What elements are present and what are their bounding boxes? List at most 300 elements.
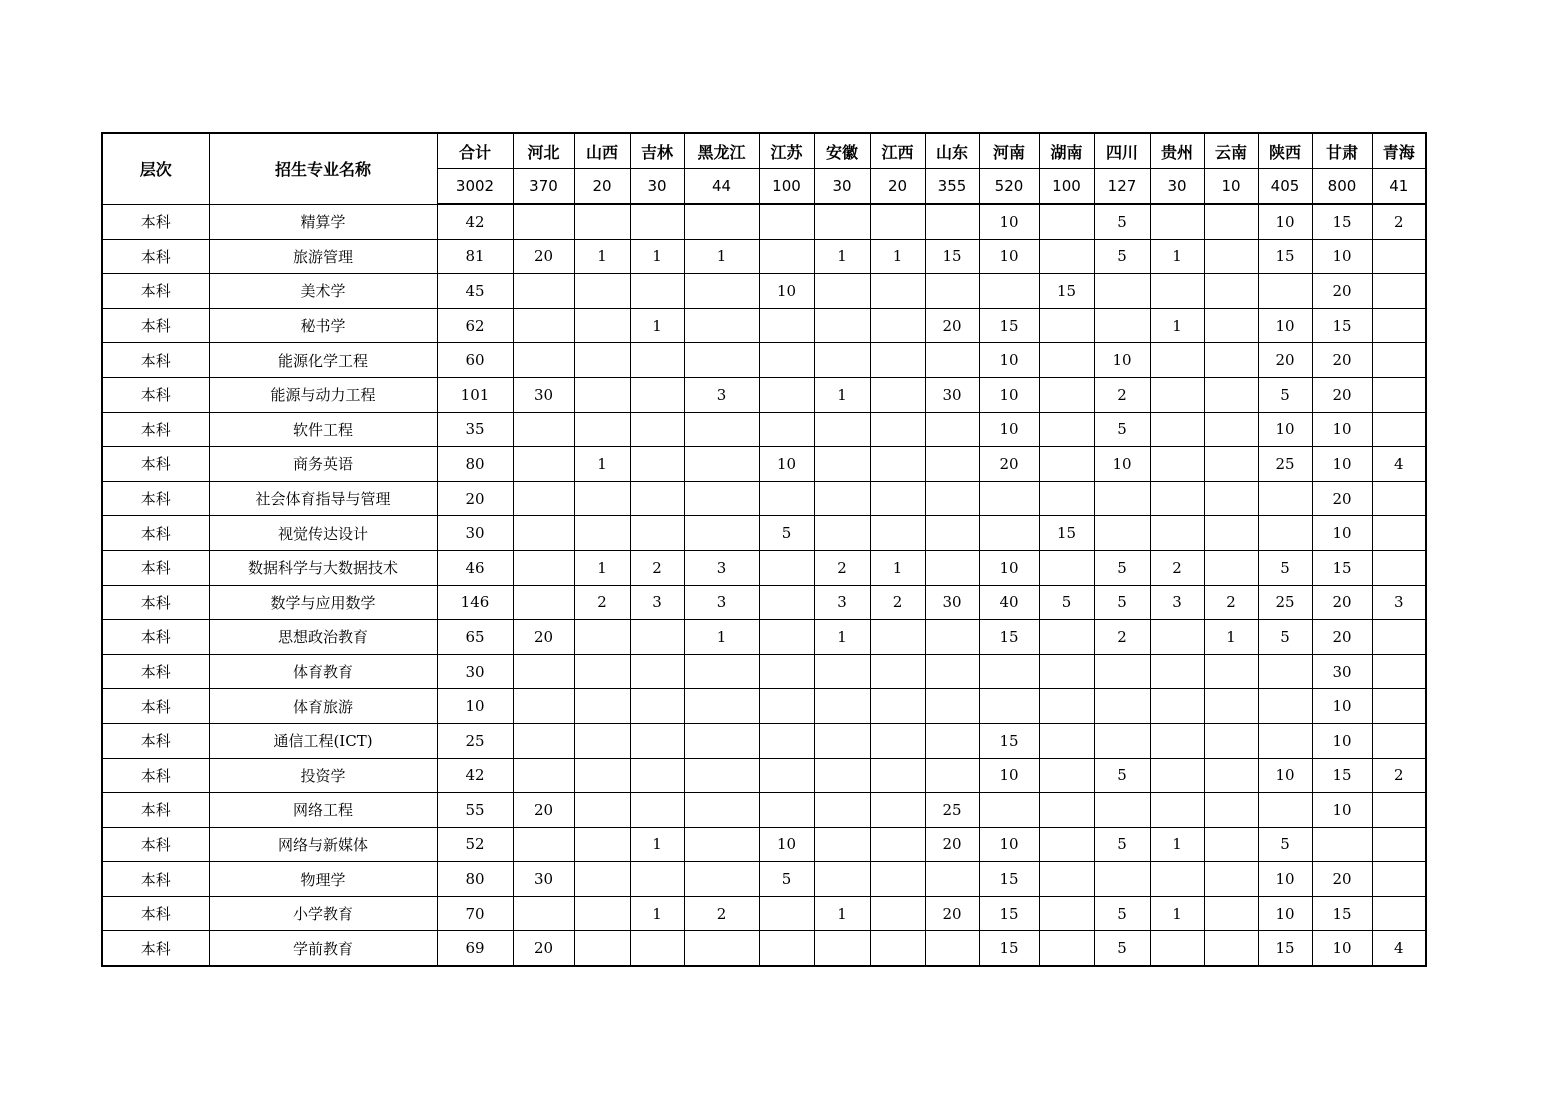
quota-cell [1039,793,1094,828]
quota-cell [1204,308,1258,343]
quota-cell [574,689,630,724]
quota-cell: 10 [1312,723,1372,758]
quota-cell: 15 [1312,204,1372,239]
quota-cell: 15 [1312,758,1372,793]
quota-cell: 10 [759,827,814,862]
quota-cell [1039,723,1094,758]
quota-cell [684,447,759,482]
quota-cell: 10 [759,447,814,482]
quota-cell: 15 [1312,896,1372,931]
quota-cell: 1 [630,308,684,343]
quota-cell [1372,550,1426,585]
quota-cell [925,204,979,239]
row-total-cell: 10 [437,689,513,724]
column-total: 20 [870,169,925,205]
quota-cell [574,654,630,689]
quota-cell: 1 [1204,620,1258,655]
quota-cell [630,481,684,516]
major-cell: 小学教育 [209,896,437,931]
major-cell: 物理学 [209,862,437,897]
quota-cell [630,931,684,966]
quota-cell [1204,793,1258,828]
quota-cell [925,931,979,966]
quota-cell [1372,862,1426,897]
quota-cell [1204,516,1258,551]
quota-cell [1039,862,1094,897]
quota-cell [759,723,814,758]
quota-cell [1039,620,1094,655]
quota-cell [870,654,925,689]
table-row [102,585,1426,620]
level-cell: 本科 [102,689,209,724]
column-header: 吉林 [630,133,684,169]
quota-cell [1204,896,1258,931]
quota-cell: 10 [979,550,1039,585]
quota-cell: 20 [1258,343,1312,378]
quota-cell: 3 [814,585,870,620]
level-cell: 本科 [102,343,209,378]
quota-cell [574,723,630,758]
quota-cell [513,343,574,378]
quota-cell: 4 [1372,931,1426,966]
quota-cell: 1 [814,896,870,931]
quota-cell [1094,308,1150,343]
row-total-cell: 42 [437,758,513,793]
quota-cell [870,931,925,966]
table-row [102,827,1426,862]
table-row [102,481,1426,516]
quota-cell: 25 [1258,585,1312,620]
quota-cell: 5 [1258,620,1312,655]
level-cell: 本科 [102,827,209,862]
row-total-cell: 70 [437,896,513,931]
quota-cell [684,204,759,239]
level-cell: 本科 [102,550,209,585]
quota-cell [574,204,630,239]
quota-cell [1150,862,1204,897]
quota-cell [630,723,684,758]
quota-cell [513,308,574,343]
major-cell: 通信工程(ICT) [209,723,437,758]
level-cell: 本科 [102,896,209,931]
quota-cell [925,862,979,897]
row-total-cell: 146 [437,585,513,620]
quota-cell: 20 [925,896,979,931]
quota-cell: 2 [870,585,925,620]
quota-cell: 1 [1150,827,1204,862]
quota-cell: 2 [1204,585,1258,620]
quota-cell [870,862,925,897]
quota-cell [870,896,925,931]
level-cell: 本科 [102,377,209,412]
quota-cell: 1 [574,239,630,274]
quota-cell [1039,377,1094,412]
major-cell: 社会体育指导与管理 [209,481,437,516]
quota-cell: 10 [1312,239,1372,274]
quota-cell [1372,896,1426,931]
row-total-cell: 46 [437,550,513,585]
quota-cell: 2 [1372,204,1426,239]
column-total: 800 [1312,169,1372,205]
quota-cell [979,274,1039,309]
row-total-cell: 55 [437,793,513,828]
column-header: 山东 [925,133,979,169]
quota-cell [1372,481,1426,516]
quota-cell [1150,481,1204,516]
quota-cell: 2 [684,896,759,931]
table-row [102,377,1426,412]
quota-cell [759,585,814,620]
quota-cell [759,620,814,655]
level-cell: 本科 [102,931,209,966]
quota-cell [1258,793,1312,828]
quota-cell [684,343,759,378]
quota-cell: 2 [1094,377,1150,412]
quota-cell [1150,343,1204,378]
major-cell: 精算学 [209,204,437,239]
quota-cell: 3 [1150,585,1204,620]
table-row [102,516,1426,551]
quota-cell [684,274,759,309]
quota-cell [630,412,684,447]
table-row [102,412,1426,447]
quota-cell [979,689,1039,724]
quota-cell [870,481,925,516]
quota-cell [1258,689,1312,724]
major-header: 招生专业名称 [209,133,437,204]
quota-cell: 3 [630,585,684,620]
quota-cell: 1 [1150,239,1204,274]
column-header: 江苏 [759,133,814,169]
row-total-cell: 30 [437,654,513,689]
quota-cell [925,481,979,516]
quota-cell [1039,412,1094,447]
quota-cell: 10 [1258,308,1312,343]
quota-cell: 5 [1094,758,1150,793]
quota-cell [1204,931,1258,966]
column-header: 黑龙江 [684,133,759,169]
column-total: 127 [1094,169,1150,205]
column-total: 405 [1258,169,1312,205]
major-cell: 能源与动力工程 [209,377,437,412]
quota-cell [684,723,759,758]
quota-cell: 5 [759,516,814,551]
quota-cell [684,862,759,897]
quota-cell [814,481,870,516]
quota-cell: 1 [870,550,925,585]
quota-cell: 20 [1312,274,1372,309]
quota-cell: 15 [1039,274,1094,309]
quota-cell [1372,274,1426,309]
quota-cell: 10 [1312,412,1372,447]
quota-cell [759,896,814,931]
quota-cell [1372,239,1426,274]
quota-cell: 5 [1258,377,1312,412]
quota-cell [870,274,925,309]
quota-cell [1150,931,1204,966]
quota-cell [870,412,925,447]
table-row [102,343,1426,378]
quota-cell: 10 [1094,343,1150,378]
quota-cell [630,689,684,724]
quota-cell: 5 [1094,931,1150,966]
quota-cell: 2 [1372,758,1426,793]
quota-cell [1039,758,1094,793]
row-total-cell: 62 [437,308,513,343]
quota-cell [870,723,925,758]
quota-cell [684,931,759,966]
quota-cell [513,689,574,724]
column-header: 江西 [870,133,925,169]
quota-cell: 20 [513,793,574,828]
column-header: 四川 [1094,133,1150,169]
quota-cell: 15 [979,620,1039,655]
row-total-cell: 45 [437,274,513,309]
quota-cell [925,723,979,758]
column-total: 370 [513,169,574,205]
quota-cell: 20 [1312,620,1372,655]
major-cell: 学前教育 [209,931,437,966]
quota-cell [1258,654,1312,689]
quota-cell: 3 [1372,585,1426,620]
table-row [102,931,1426,966]
table-row [102,862,1426,897]
column-header: 河北 [513,133,574,169]
quota-cell [1204,723,1258,758]
quota-cell [814,758,870,793]
major-cell: 视觉传达设计 [209,516,437,551]
quota-cell: 20 [513,239,574,274]
table-row [102,447,1426,482]
quota-cell [1204,481,1258,516]
quota-cell: 5 [1094,204,1150,239]
quota-cell [1258,481,1312,516]
quota-cell [925,274,979,309]
quota-cell [1150,620,1204,655]
level-cell: 本科 [102,723,209,758]
quota-cell [574,274,630,309]
quota-cell: 1 [870,239,925,274]
quota-cell: 15 [979,723,1039,758]
quota-cell [513,412,574,447]
column-total: 30 [814,169,870,205]
level-cell: 本科 [102,308,209,343]
quota-cell [814,274,870,309]
column-header: 安徽 [814,133,870,169]
quota-cell [1039,896,1094,931]
column-header: 陕西 [1258,133,1312,169]
quota-cell [1372,377,1426,412]
quota-cell [574,481,630,516]
major-cell: 投资学 [209,758,437,793]
level-cell: 本科 [102,793,209,828]
quota-cell [1372,723,1426,758]
quota-cell [814,689,870,724]
level-cell: 本科 [102,412,209,447]
quota-cell [759,758,814,793]
row-total-cell: 80 [437,862,513,897]
table-row [102,308,1426,343]
quota-cell [1150,723,1204,758]
quota-cell: 1 [814,620,870,655]
quota-cell: 15 [1258,931,1312,966]
quota-cell [513,204,574,239]
row-total-cell: 25 [437,723,513,758]
quota-cell [1204,204,1258,239]
table-row [102,654,1426,689]
quota-cell [759,931,814,966]
quota-cell [1150,204,1204,239]
quota-cell [574,412,630,447]
quota-cell: 10 [979,758,1039,793]
quota-cell: 10 [1258,204,1312,239]
major-cell: 软件工程 [209,412,437,447]
quota-cell: 10 [979,377,1039,412]
level-cell: 本科 [102,204,209,239]
quota-cell: 10 [1258,412,1312,447]
quota-cell [979,654,1039,689]
quota-cell [513,585,574,620]
quota-cell [1204,412,1258,447]
quota-cell [630,620,684,655]
quota-cell: 30 [513,862,574,897]
quota-cell [684,412,759,447]
quota-cell: 3 [684,550,759,585]
quota-cell [1204,447,1258,482]
level-cell: 本科 [102,447,209,482]
quota-cell: 20 [1312,481,1372,516]
column-total: 3002 [437,169,513,205]
quota-cell [870,343,925,378]
quota-cell: 2 [574,585,630,620]
quota-cell [759,793,814,828]
quota-cell: 5 [1258,827,1312,862]
quota-cell: 1 [1150,896,1204,931]
quota-cell [513,758,574,793]
quota-cell [630,343,684,378]
quota-cell [925,654,979,689]
quota-cell [870,827,925,862]
quota-cell [925,516,979,551]
quota-cell: 1 [574,550,630,585]
quota-cell [574,827,630,862]
quota-cell [1204,689,1258,724]
quota-cell: 10 [979,343,1039,378]
quota-cell [1204,274,1258,309]
row-total-cell: 81 [437,239,513,274]
major-cell: 体育教育 [209,654,437,689]
quota-cell [1094,274,1150,309]
column-total: 30 [630,169,684,205]
quota-cell [684,481,759,516]
column-header: 山西 [574,133,630,169]
quota-cell [1372,308,1426,343]
level-cell: 本科 [102,481,209,516]
quota-cell [1094,481,1150,516]
quota-cell [630,758,684,793]
quota-cell [814,654,870,689]
quota-cell: 20 [1312,343,1372,378]
level-cell: 本科 [102,654,209,689]
quota-cell [1150,654,1204,689]
quota-cell [684,758,759,793]
quota-cell [1039,447,1094,482]
column-total: 100 [759,169,814,205]
column-header: 湖南 [1039,133,1094,169]
quota-cell [684,308,759,343]
quota-cell: 10 [979,412,1039,447]
quota-cell: 10 [759,274,814,309]
quota-cell: 15 [979,931,1039,966]
quota-cell: 15 [1312,550,1372,585]
quota-cell [630,377,684,412]
quota-cell: 3 [684,377,759,412]
quota-cell: 20 [1312,862,1372,897]
quota-cell: 1 [630,239,684,274]
quota-cell [1094,654,1150,689]
quota-cell: 30 [925,377,979,412]
quota-cell: 10 [1312,931,1372,966]
quota-cell [630,516,684,551]
level-header: 层次 [102,133,209,204]
quota-cell: 10 [1258,758,1312,793]
quota-cell: 15 [1039,516,1094,551]
quota-cell [630,654,684,689]
quota-cell: 10 [1312,689,1372,724]
table-row [102,620,1426,655]
quota-cell: 10 [979,239,1039,274]
column-header: 云南 [1204,133,1258,169]
column-total: 355 [925,169,979,205]
row-total-cell: 69 [437,931,513,966]
quota-cell [1150,793,1204,828]
table-row [102,689,1426,724]
quota-cell [870,793,925,828]
quota-cell [574,931,630,966]
quota-cell [630,204,684,239]
quota-cell [1094,516,1150,551]
quota-cell [759,550,814,585]
quota-cell [574,308,630,343]
quota-cell: 10 [1312,447,1372,482]
quota-cell [684,827,759,862]
column-total: 30 [1150,169,1204,205]
quota-cell [870,758,925,793]
quota-cell [814,793,870,828]
quota-cell [1372,689,1426,724]
quota-cell [1039,550,1094,585]
quota-cell [1372,827,1426,862]
quota-cell [814,308,870,343]
row-total-cell: 52 [437,827,513,862]
quota-cell: 1 [814,377,870,412]
quota-cell: 1 [684,620,759,655]
quota-cell: 1 [574,447,630,482]
quota-cell: 10 [979,204,1039,239]
quota-cell: 15 [925,239,979,274]
quota-cell [630,274,684,309]
quota-cell [979,793,1039,828]
quota-cell [759,689,814,724]
level-cell: 本科 [102,239,209,274]
quota-cell [1039,481,1094,516]
quota-cell [814,862,870,897]
column-total: 44 [684,169,759,205]
quota-cell [759,412,814,447]
quota-cell [1372,620,1426,655]
quota-cell [925,550,979,585]
quota-cell [513,723,574,758]
